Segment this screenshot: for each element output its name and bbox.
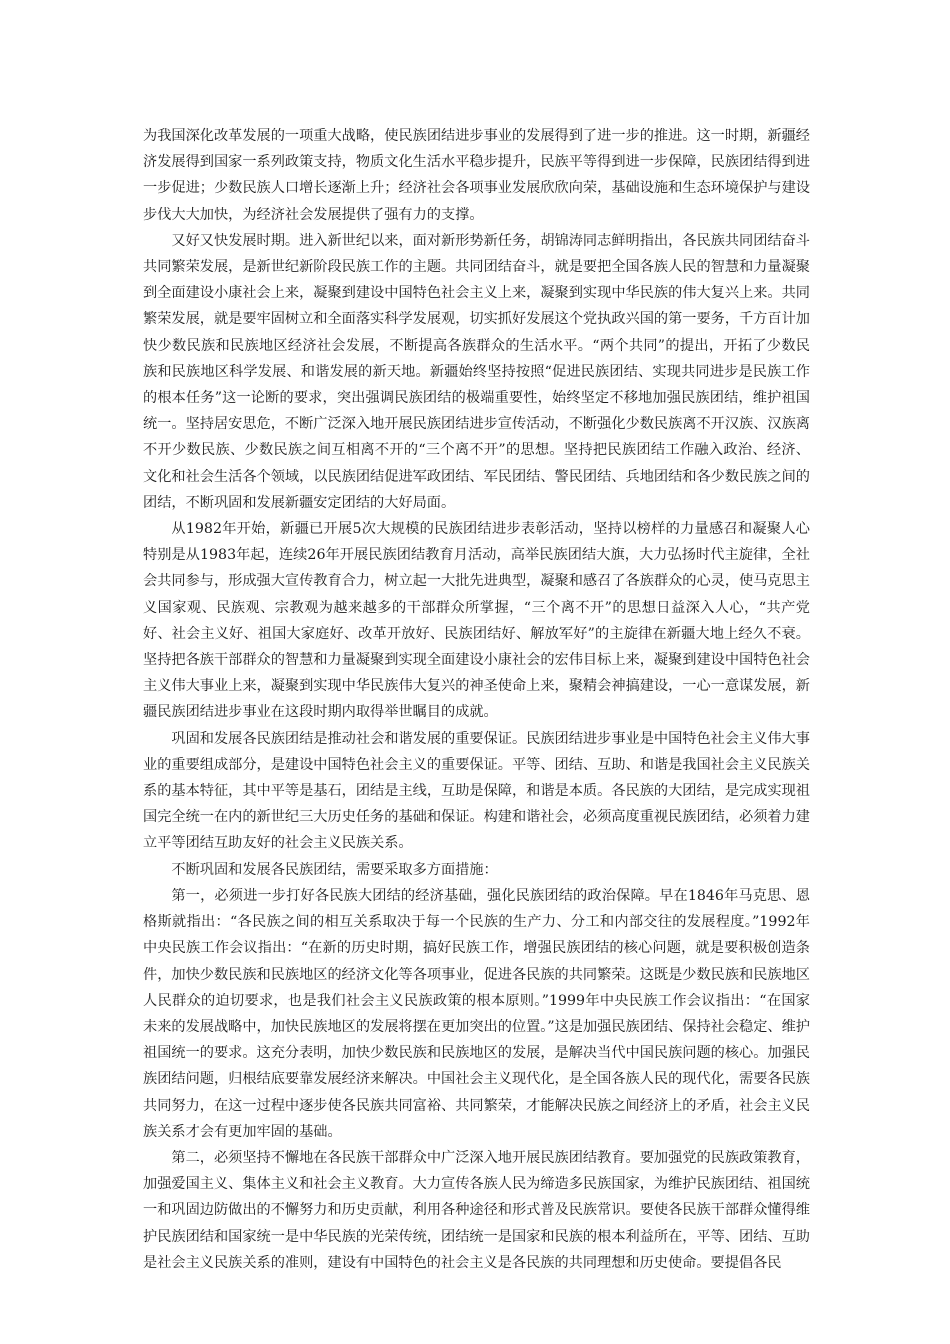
document-body	[143, 123, 810, 1276]
paragraph-4: 巩固和发展各民族团结是推动社会和谐发展的重要保证。民族团结进步事业是中国特色社会主义伟大事业的重要组成部分，是建设中国特色社会主义的重要保证。平等、团结、互助、和谐是我国社会主义民族关系的基本特征，其中平等是基石，团结是主线，互助是保障，和谐是本质。各民族的大团结，是完成实现祖国完全统一在内的新世纪三大历史任务的基础和保证。构建和谐社会，必须高度重视民族团结，必须着力建立平等团结互助友好的社会主义民族关系。	[143, 730, 810, 852]
paragraph-1: 为我国深化改革发展的一项重大战略，使民族团结进步事业的发展得到了进一步的推进。这一时期，新疆经济发展得到国家一系列政策支持，物质文化生活水平稳步提升，民族平等得到进一步保障，民族团结得到进一步促进；少数民族人口增长逐渐上升；经济社会各项事业发展欣欣向荣，基础设施和生态环境保护与建设步伐大大加快，为经济社会发展提供了强有力的支撑。	[143, 128, 810, 223]
paragraph-7: 第二，必须坚持不懈地在各民族干部群众中广泛深入地开展民族团结教育。要加强党的民族政策教育，加强爱国主义、集体主义和社会主义教育。大力宣传各族人民为缔造多民族国家，为维护民族团结、祖国统一和巩固边防做出的不懈努力和历史贡献，利用各种途径和形式普及民族常识。要使各民族干部群众懂得维护民族团结和国家统一是中华民族的光荣传统，团结统一是国家和民族的根本利益所在，平等、团结、互助是社会主义民族关系的准则，建设有中国特色的社会主义是各民族的共同理想和历史使命。要提倡各民	[143, 1149, 810, 1271]
paragraph-5: 不断巩固和发展各民族团结，需要采取多方面措施：	[171, 861, 498, 878]
paragraph-6: 第一，必须进一步打好各民族大团结的经济基础，强化民族团结的政治保障。早在1846年马克思、恩格斯就指出：“各民族之间的相互关系取决于每一个民族的生产力、分工和内部交往的发展程度。”1992年中央民族工作会议指出：“在新的历史时期，搞好民族工作，增强民族团结的核心问题，就是要积极创造条件，加快少数民族和民族地区的经济文化等各项事业，促进各民族的共同繁荣。这既是少数民族和民族地区人民群众的迫切要求，也是我们社会主义民族政策的根本原则。”1999年中央民族工作会议指出：“在国家未来的发展战略中，加快民族地区的发展将摆在更加突出的位置。”这是加强民族团结、保持社会稳定、维护祖国统一的要求。这充分表明，加快少数民族和民族地区的发展，是解决当代中国民族问题的核心。加强民族团结问题，归根结底要靠发展经济来解决。中国社会主义现代化，是全国各族人民的现代化，需要各民族共同努力，在这一过程中逐步使各民族共同富裕、共同繁荣，才能解决民族之间经济上的矛盾，社会主义民族关系才会有更加牢固的基础。	[143, 887, 810, 1140]
paragraph-3: 从1982年开始，新疆已开展5次大规模的民族团结进步表彰活动，坚持以榜样的力量感召和凝聚人心特别是从1983年起，连续26年开展民族团结教育月活动，高举民族团结大旗，大力弘扬时代主旋律，全社会共同参与，形成强大宣传教育合力，树立起一大批先进典型，凝聚和感召了各族群众的心灵，使马克思主义国家观、民族观、宗教观为越来越多的干部群众所掌握，“三个离不开”的思想日益深入人心，“共产党好、社会主义好、祖国大家庭好、改革开放好、民族团结好、解放军好”的主旋律在新疆大地上经久不衰。坚持把各族干部群众的智慧和力量凝聚到实现全面建设小康社会的宏伟目标上来，凝聚到建设中国特色社会主义伟大事业上来，凝聚到实现中华民族伟大复兴的神圣使命上来，聚精会神搞建设，一心一意谋发展，新疆民族团结进步事业在这段时期内取得举世瞩目的成就。	[143, 521, 810, 721]
paragraph-2: 又好又快发展时期。进入新世纪以来，面对新形势新任务，胡锦涛同志鲜明指出，各民族共同团结奋斗共同繁荣发展，是新世纪新阶段民族工作的主题。共同团结奋斗，就是要把全国各族人民的智慧和力量凝聚到全面建设小康社会上来，凝聚到建设中国特色社会主义上来，凝聚到实现中华民族的伟大复兴上来。共同繁荣发展，就是要牢固树立和全面落实科学发展观，切实抓好发展这个党执政兴国的第一要务，千方百计加快少数民族和民族地区经济社会发展，不断提高各族群众的生活水平。“两个共同”的提出，开拓了少数民族和民族地区科学发展、和谐发展的新天地。新疆始终坚持按照“促进民族团结、实现共同进步是民族工作的根本任务”这一论断的要求，突出强调民族团结的极端重要性，始终坚定不移地加强民族团结，维护祖国统一。坚持居安思危，不断广泛深入地开展民族团结进步宣传活动，不断强化少数民族离不开汉族、汉族离不开少数民族、少数民族之间互相离不开的“三个离不开”的思想。坚持把民族团结工作融入政治、经济、文化和社会生活各个领域，以民族团结促进军政团结、军民团结、警民团结、兵地团结和各少数民族之间的团结，不断巩固和发展新疆安定团结的大好局面。	[143, 232, 810, 511]
